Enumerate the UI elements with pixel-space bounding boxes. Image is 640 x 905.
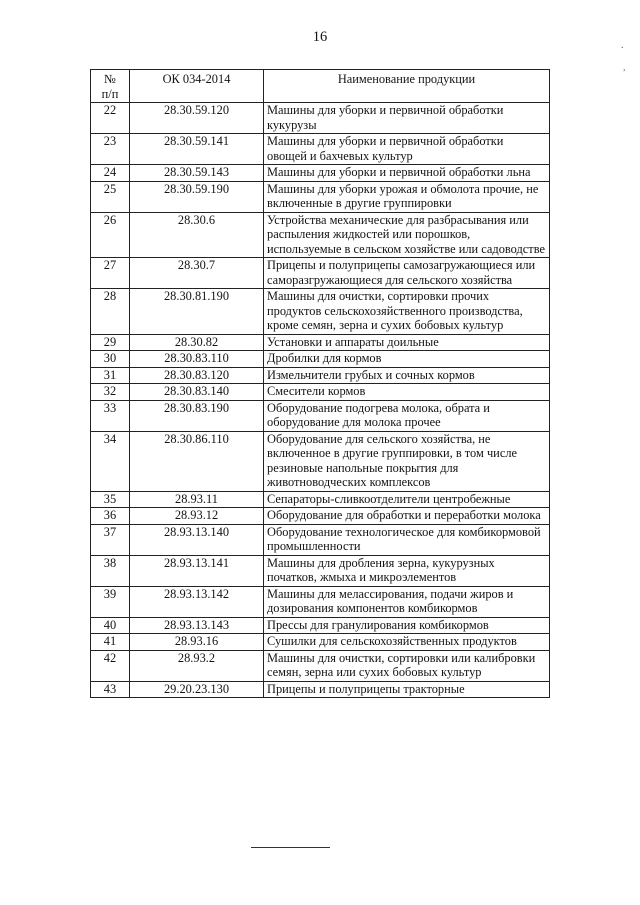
product-name: Машины для очистки, сортировки или калибровки семян, зерна или сухих бобовых культур xyxy=(264,650,550,681)
table-row xyxy=(91,212,550,258)
row-number: 38 xyxy=(91,555,130,586)
row-number: 31 xyxy=(91,367,130,384)
row-number: 37 xyxy=(91,524,130,555)
product-name: Прессы для гранулирования комбикормов xyxy=(264,617,550,634)
product-name: Сепараторы-сливкоотделители центробежные xyxy=(264,491,550,508)
table-row xyxy=(91,351,550,368)
table-row xyxy=(91,289,550,335)
table-row xyxy=(91,617,550,634)
table-row xyxy=(91,181,550,212)
product-name: Машины для уборки и первичной обработки льна xyxy=(264,165,550,182)
table-row xyxy=(91,334,550,351)
header-product-name: Наименование продукции xyxy=(264,70,550,103)
header-code: ОК 034-2014 xyxy=(130,70,264,103)
okpd-code: 28.30.7 xyxy=(130,258,264,289)
okpd-code: 28.30.6 xyxy=(130,212,264,258)
row-number: 28 xyxy=(91,289,130,335)
row-number: 42 xyxy=(91,650,130,681)
okpd-code: 28.30.59.141 xyxy=(130,134,264,165)
table-row xyxy=(91,491,550,508)
products-table-container xyxy=(90,69,550,698)
row-number: 23 xyxy=(91,134,130,165)
row-number: 30 xyxy=(91,351,130,368)
table-row xyxy=(91,367,550,384)
header-number-sign: № xyxy=(104,72,116,86)
okpd-code: 28.30.83.110 xyxy=(130,351,264,368)
row-number: 27 xyxy=(91,258,130,289)
product-name: Машины для дробления зерна, кукурузных початков, жмыха и микроэлементов xyxy=(264,555,550,586)
okpd-code: 28.30.59.120 xyxy=(130,103,264,134)
okpd-code: 29.20.23.130 xyxy=(130,681,264,698)
product-name: Измельчители грубых и сочных кормов xyxy=(264,367,550,384)
table-row xyxy=(91,400,550,431)
table-row xyxy=(91,165,550,182)
okpd-code: 28.93.13.142 xyxy=(130,586,264,617)
row-number: 34 xyxy=(91,431,130,491)
header-number-abbr: п/п xyxy=(101,86,119,101)
product-name: Оборудование технологическое для комбикормовой промышленности xyxy=(264,524,550,555)
table-row xyxy=(91,384,550,401)
product-name: Смесители кормов xyxy=(264,384,550,401)
table-row xyxy=(91,650,550,681)
row-number: 40 xyxy=(91,617,130,634)
okpd-code: 28.30.81.190 xyxy=(130,289,264,335)
row-number: 33 xyxy=(91,400,130,431)
product-name: Сушилки для сельскохозяйственных продуктов xyxy=(264,634,550,651)
table-row xyxy=(91,103,550,134)
page-number: 16 xyxy=(312,29,328,45)
okpd-code: 28.30.59.143 xyxy=(130,165,264,182)
end-rule xyxy=(251,847,330,848)
okpd-code: 28.93.2 xyxy=(130,650,264,681)
okpd-code: 28.93.13.143 xyxy=(130,617,264,634)
products-table xyxy=(90,69,550,698)
product-name: Машины для уборки урожая и обмолота прочие, не включенные в другие группировки xyxy=(264,181,550,212)
okpd-code: 28.30.59.190 xyxy=(130,181,264,212)
row-number: 24 xyxy=(91,165,130,182)
row-number: 39 xyxy=(91,586,130,617)
product-name: Машины для очистки, сортировки прочих продуктов сельскохозяйственного производства, кроме семян, зерна и сухих бобовых культур xyxy=(264,289,550,335)
header-number xyxy=(91,70,130,103)
product-name: Прицепы и полуприцепы самозагружающиеся или саморазгружающиеся для сельского хозяйства xyxy=(264,258,550,289)
okpd-code: 28.30.83.190 xyxy=(130,400,264,431)
product-name: Оборудование подогрева молока, обрата и оборудование для молока прочее xyxy=(264,400,550,431)
product-name: Дробилки для кормов xyxy=(264,351,550,368)
product-name: Машины для мелассирования, подачи жиров и дозирования компонентов комбикормов xyxy=(264,586,550,617)
table-row xyxy=(91,681,550,698)
row-number: 26 xyxy=(91,212,130,258)
row-number: 35 xyxy=(91,491,130,508)
okpd-code: 28.93.13.140 xyxy=(130,524,264,555)
table-row xyxy=(91,431,550,491)
okpd-code: 28.30.83.120 xyxy=(130,367,264,384)
product-name: Оборудование для обработки и переработки молока xyxy=(264,508,550,525)
okpd-code: 28.93.13.141 xyxy=(130,555,264,586)
table-row xyxy=(91,508,550,525)
product-name: Машины для уборки и первичной обработки кукурузы xyxy=(264,103,550,134)
row-number: 43 xyxy=(91,681,130,698)
table-row xyxy=(91,586,550,617)
okpd-code: 28.93.12 xyxy=(130,508,264,525)
row-number: 36 xyxy=(91,508,130,525)
table-row xyxy=(91,258,550,289)
okpd-code: 28.93.16 xyxy=(130,634,264,651)
row-number: 41 xyxy=(91,634,130,651)
table-row xyxy=(91,524,550,555)
table-row xyxy=(91,634,550,651)
product-name: Оборудование для сельского хозяйства, не включенное в другие группировки, в том числе резиновые напольные покрытия для животноводческих комплексов xyxy=(264,431,550,491)
okpd-code: 28.93.11 xyxy=(130,491,264,508)
product-name: Установки и аппараты доильные xyxy=(264,334,550,351)
row-number: 25 xyxy=(91,181,130,212)
okpd-code: 28.30.86.110 xyxy=(130,431,264,491)
table-header-row xyxy=(91,70,550,103)
okpd-code: 28.30.82 xyxy=(130,334,264,351)
product-name: Устройства механические для разбрасывания или распыления жидкостей или порошков, используемые в сельском хозяйстве или садоводстве xyxy=(264,212,550,258)
margin-mark: , xyxy=(623,62,626,73)
table-row xyxy=(91,134,550,165)
table-row xyxy=(91,555,550,586)
product-name: Прицепы и полуприцепы тракторные xyxy=(264,681,550,698)
row-number: 32 xyxy=(91,384,130,401)
row-number: 29 xyxy=(91,334,130,351)
product-name: Машины для уборки и первичной обработки овощей и бахчевых культур xyxy=(264,134,550,165)
row-number: 22 xyxy=(91,103,130,134)
margin-mark: . xyxy=(621,40,624,51)
okpd-code: 28.30.83.140 xyxy=(130,384,264,401)
